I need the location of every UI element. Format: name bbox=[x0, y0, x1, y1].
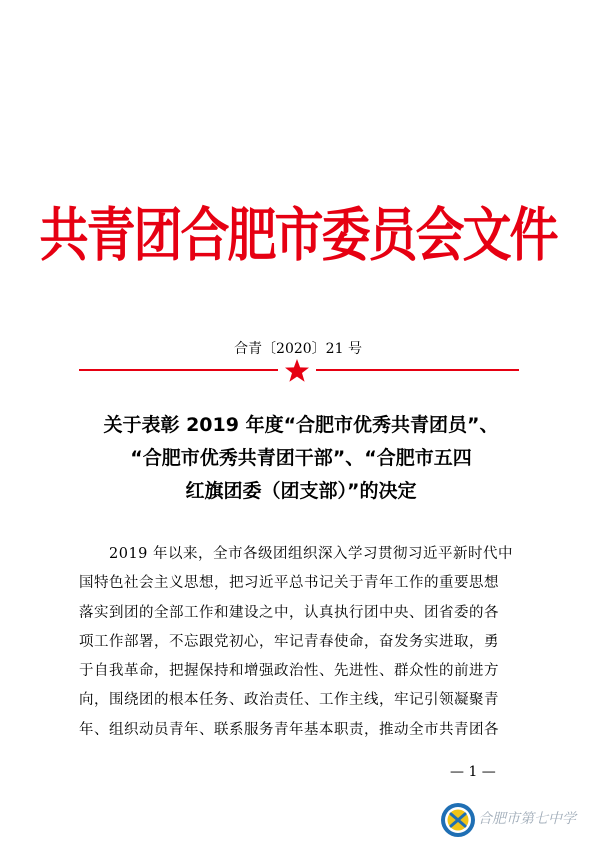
document-masthead: 共青团合肥市委员会文件 bbox=[39, 201, 557, 270]
school-logo-icon bbox=[440, 802, 476, 838]
body-line: 年、组织动员青年、联系服务青年基本职责，推动全市共青团各 bbox=[79, 721, 499, 738]
body-line: 落实到团的全部工作和建设之中，认真执行团中央、团省委的各 bbox=[79, 604, 499, 621]
document-body bbox=[79, 540, 519, 745]
red-rule-left bbox=[79, 369, 278, 371]
red-rule-right bbox=[316, 369, 519, 371]
body-line: 向，围绕团的根本任务、政治责任、工作主线，牢记引领凝聚青 bbox=[79, 692, 499, 709]
body-line: 2019 年以来，全市各级团组织深入学习贯彻习近平新时代中 bbox=[109, 546, 514, 562]
title-line: 关于表彰 2019 年度“合肥市优秀共青团员”、 bbox=[103, 414, 499, 436]
star-icon bbox=[284, 359, 310, 383]
title-line: 红旗团委（团支部）”的决定 bbox=[185, 480, 417, 502]
body-line: 国特色社会主义思想，把习近平总书记关于青年工作的重要思想 bbox=[79, 575, 499, 592]
document-title bbox=[76, 409, 526, 508]
page-number: — 1 — bbox=[450, 764, 496, 780]
title-line: “合肥市优秀共青团干部”、“合肥市五四 bbox=[130, 447, 472, 469]
watermark-text: 合肥市第七中学 bbox=[478, 811, 576, 827]
body-line: 于自我革命，把握保持和增强政治性、先进性、群众性的前进方 bbox=[79, 663, 499, 680]
body-line: 项工作部署，不忘跟党初心，牢记青春使命，奋发务实进取，勇 bbox=[79, 633, 499, 650]
document-number: 合青〔2020〕21 号 bbox=[234, 341, 362, 357]
